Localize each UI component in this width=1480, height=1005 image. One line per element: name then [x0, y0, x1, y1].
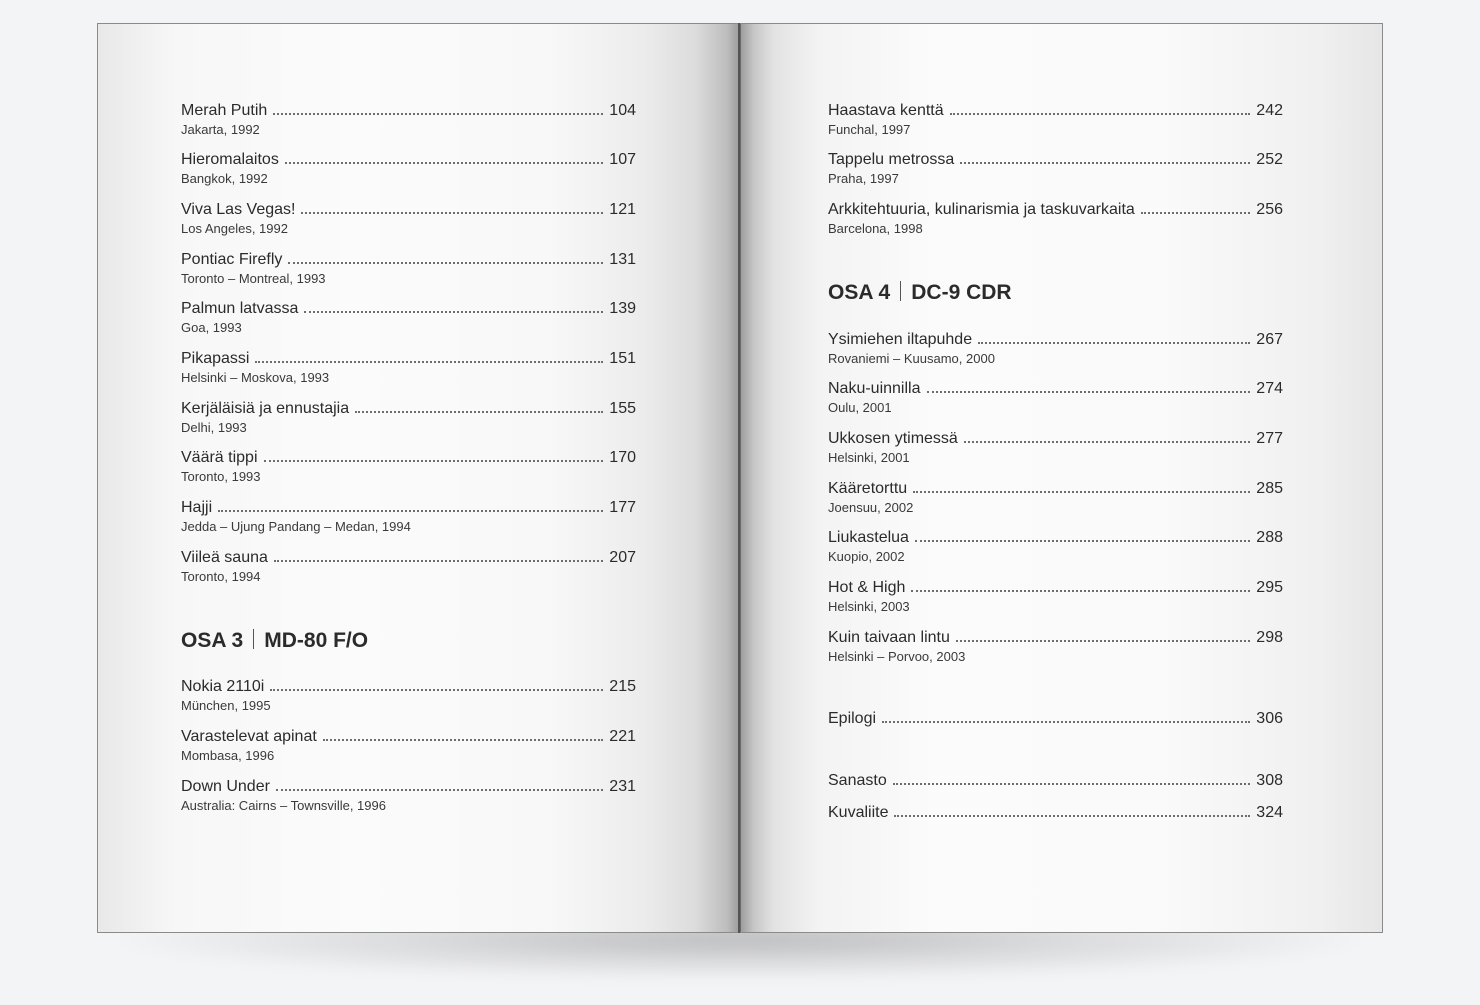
toc-entry-line: [181, 449, 636, 467]
toc-entry-title: Kuvaliite: [828, 804, 889, 821]
toc-entry-line: [828, 772, 1283, 790]
toc-entry-page: 298: [1256, 629, 1283, 646]
toc-entry-subtitle: Jedda – Ujung Pandang – Medan, 1994: [181, 519, 411, 534]
toc-entry-page: 274: [1256, 380, 1283, 397]
dot-leader: [285, 162, 603, 164]
toc-entry-line: [828, 629, 1283, 647]
toc-entry-page: 221: [609, 728, 636, 745]
toc-entry: [828, 430, 1283, 465]
toc-entry: [181, 350, 636, 385]
toc-entry-subtitle: Funchal, 1997: [828, 122, 911, 137]
left-page-content: [181, 24, 636, 932]
section-heading: [828, 281, 1012, 305]
section-separator: [900, 281, 901, 301]
toc-entry-title: Pikapassi: [181, 350, 250, 367]
toc-entry-title: Epilogi: [828, 710, 877, 727]
dot-leader: [960, 162, 1250, 164]
toc-entry-title: Down Under: [181, 778, 270, 795]
toc-entry-line: [828, 380, 1283, 398]
toc-entry-subtitle: Oulu, 2001: [828, 400, 892, 415]
toc-entry: [181, 549, 636, 584]
toc-entry-subtitle: Australia: Cairns – Townsville, 1996: [181, 798, 386, 813]
toc-entry-line: [828, 430, 1283, 448]
toc-entry-title: Väärä tippi: [181, 449, 258, 466]
toc-entry-title: Kuin taivaan lintu: [828, 629, 950, 646]
toc-entry-page: 285: [1256, 480, 1283, 497]
toc-entry-page: 170: [609, 449, 636, 466]
toc-entry-line: [828, 201, 1283, 219]
toc-entry-page: 295: [1256, 579, 1283, 596]
toc-entry-page: 252: [1256, 151, 1283, 168]
toc-entry-page: 151: [609, 350, 636, 367]
toc-entry: [181, 151, 636, 186]
dot-leader: [355, 411, 603, 413]
toc-entry-page: 267: [1256, 331, 1283, 348]
dot-leader: [927, 391, 1251, 393]
section-part: OSA 3: [181, 629, 244, 652]
toc-entry-line: [181, 400, 636, 418]
toc-entry-subtitle: Praha, 1997: [828, 171, 899, 186]
toc-entry-line: [181, 728, 636, 746]
toc-entry-title: Varastelevat apinat: [181, 728, 317, 745]
toc-entry-subtitle: Helsinki – Porvoo, 2003: [828, 649, 966, 664]
toc-entry-line: [181, 778, 636, 796]
dot-leader: [894, 815, 1250, 817]
dot-leader: [288, 262, 603, 264]
toc-entry-title: Haastava kenttä: [828, 102, 944, 119]
toc-entry-title: Viileä sauna: [181, 549, 268, 566]
dot-leader: [323, 739, 604, 741]
toc-entry-subtitle: Bangkok, 1992: [181, 171, 268, 186]
toc-entry-line: [828, 331, 1283, 349]
toc-entry-line: [181, 102, 636, 120]
toc-entry-title: Nokia 2110i: [181, 678, 265, 695]
toc-entry-title: Palmun latvassa: [181, 300, 299, 317]
toc-entry-line: [828, 151, 1283, 169]
toc-entry: [181, 300, 636, 335]
toc-entry-page: 256: [1256, 201, 1283, 218]
toc-entry-subtitle: Jakarta, 1992: [181, 122, 260, 137]
toc-entry-title: Sanasto: [828, 772, 887, 789]
dot-leader: [913, 491, 1250, 493]
section-heading: [181, 629, 368, 653]
toc-entry-subtitle: Los Angeles, 1992: [181, 221, 288, 236]
dot-leader: [301, 212, 603, 214]
toc-entry-page: 242: [1256, 102, 1283, 119]
toc-entry: [828, 151, 1283, 186]
toc-entry: [181, 449, 636, 484]
toc-entry-title: Viva Las Vegas!: [181, 201, 296, 218]
toc-entry-line: [828, 710, 1283, 728]
toc-entry-title: Hieromalaitos: [181, 151, 279, 168]
toc-entry-title: Liukastelua: [828, 529, 909, 546]
toc-entry-page: 107: [609, 151, 636, 168]
toc-entry: [828, 629, 1283, 664]
dot-leader: [274, 560, 603, 562]
toc-entry-page: 177: [609, 499, 636, 516]
toc-entry-subtitle: Barcelona, 1998: [828, 221, 923, 236]
toc-entry: [181, 778, 636, 813]
toc-entry: [181, 400, 636, 435]
toc-entry-line: [828, 102, 1283, 120]
dot-leader: [255, 361, 603, 363]
toc-entry-subtitle: Toronto, 1994: [181, 569, 261, 584]
toc-entry: [828, 102, 1283, 137]
toc-entry-page: 139: [609, 300, 636, 317]
toc-entry-subtitle: Joensuu, 2002: [828, 500, 914, 515]
toc-entry-subtitle: Rovaniemi – Kuusamo, 2000: [828, 351, 995, 366]
dot-leader: [882, 721, 1250, 723]
section-name: DC-9 CDR: [911, 281, 1012, 304]
toc-entry-line: [828, 529, 1283, 547]
dot-leader: [264, 460, 604, 462]
toc-entry-subtitle: Kuopio, 2002: [828, 549, 905, 564]
toc-entry-line: [828, 480, 1283, 498]
toc-entry-subtitle: Helsinki, 2001: [828, 450, 910, 465]
toc-entry-subtitle: Goa, 1993: [181, 320, 242, 335]
toc-entry-title: Kääretorttu: [828, 480, 908, 497]
toc-entry-page: 308: [1256, 772, 1283, 789]
toc-entry: [181, 102, 636, 137]
toc-entry-title: Kerjäläisiä ja ennustajia: [181, 400, 350, 417]
toc-entry-page: 288: [1256, 529, 1283, 546]
toc-entry-subtitle: Helsinki – Moskova, 1993: [181, 370, 330, 385]
toc-entry-line: [181, 251, 636, 269]
dot-leader: [911, 590, 1250, 592]
toc-entry-page: 231: [609, 778, 636, 795]
toc-entry-line: [181, 499, 636, 517]
toc-entry-line: [181, 300, 636, 318]
toc-entry-page: 306: [1256, 710, 1283, 727]
toc-entry: [828, 201, 1283, 236]
toc-entry: [181, 728, 636, 763]
toc-entry-page: 131: [609, 251, 636, 268]
toc-entry: [828, 480, 1283, 515]
toc-entry-line: [828, 579, 1283, 597]
dot-leader: [273, 113, 603, 115]
toc-entry-title: Hot & High: [828, 579, 906, 596]
toc-entry-line: [181, 151, 636, 169]
toc-entry-subtitle: Delhi, 1993: [181, 420, 247, 435]
toc-entry: [828, 529, 1283, 564]
toc-entry-subtitle: Mombasa, 1996: [181, 748, 275, 763]
toc-entry-title: Tappelu metrossa: [828, 151, 955, 168]
toc-entry-subtitle: Toronto – Montreal, 1993: [181, 271, 326, 286]
dot-leader: [950, 113, 1251, 115]
toc-entry-title: Naku-uinnilla: [828, 380, 921, 397]
dot-leader: [304, 311, 603, 313]
toc-entry-subtitle: München, 1995: [181, 698, 271, 713]
toc-entry-line: [181, 201, 636, 219]
toc-entry-line: [828, 804, 1283, 822]
toc-entry-title: Arkkitehtuuria, kulinarismia ja taskuvarkaita: [828, 201, 1135, 218]
toc-entry-line: [181, 350, 636, 368]
toc-entry-title: Hajji: [181, 499, 213, 516]
dot-leader: [964, 441, 1250, 443]
toc-entry-page: 207: [609, 549, 636, 566]
dot-leader: [956, 640, 1250, 642]
section-separator: [253, 629, 254, 649]
dot-leader: [893, 783, 1251, 785]
toc-entry-page: 215: [609, 678, 636, 695]
toc-entry-line: [181, 678, 636, 696]
toc-entry: [181, 678, 636, 713]
right-page-content: [828, 24, 1283, 932]
toc-entry: [828, 772, 1283, 790]
toc-entry-title: Ysimiehen iltapuhde: [828, 331, 973, 348]
toc-entry: [828, 331, 1283, 366]
toc-entry: [828, 710, 1283, 728]
toc-entry-page: 277: [1256, 430, 1283, 447]
book-spine: [738, 23, 740, 933]
toc-entry-title: Merah Putih: [181, 102, 268, 119]
toc-entry: [181, 499, 636, 534]
toc-entry-title: Ukkosen ytimessä: [828, 430, 958, 447]
dot-leader: [915, 540, 1250, 542]
toc-entry-page: 324: [1256, 804, 1283, 821]
dot-leader: [276, 789, 603, 791]
toc-entry-title: Pontiac Firefly: [181, 251, 283, 268]
dot-leader: [1141, 212, 1251, 214]
toc-entry: [181, 201, 636, 236]
toc-entry: [181, 251, 636, 286]
section-part: OSA 4: [828, 281, 891, 304]
toc-entry: [828, 579, 1283, 614]
toc-entry-page: 104: [609, 102, 636, 119]
toc-entry-page: 155: [609, 400, 636, 417]
dot-leader: [978, 342, 1250, 344]
left-page: [97, 23, 740, 933]
toc-entry-page: 121: [609, 201, 636, 218]
dot-leader: [270, 689, 603, 691]
right-page: [739, 23, 1383, 933]
section-name: MD-80 F/O: [264, 629, 369, 652]
toc-entry-subtitle: Toronto, 1993: [181, 469, 261, 484]
toc-entry-line: [181, 549, 636, 567]
toc-entry-subtitle: Helsinki, 2003: [828, 599, 910, 614]
toc-entry: [828, 380, 1283, 415]
dot-leader: [218, 510, 603, 512]
toc-entry: [828, 804, 1283, 822]
